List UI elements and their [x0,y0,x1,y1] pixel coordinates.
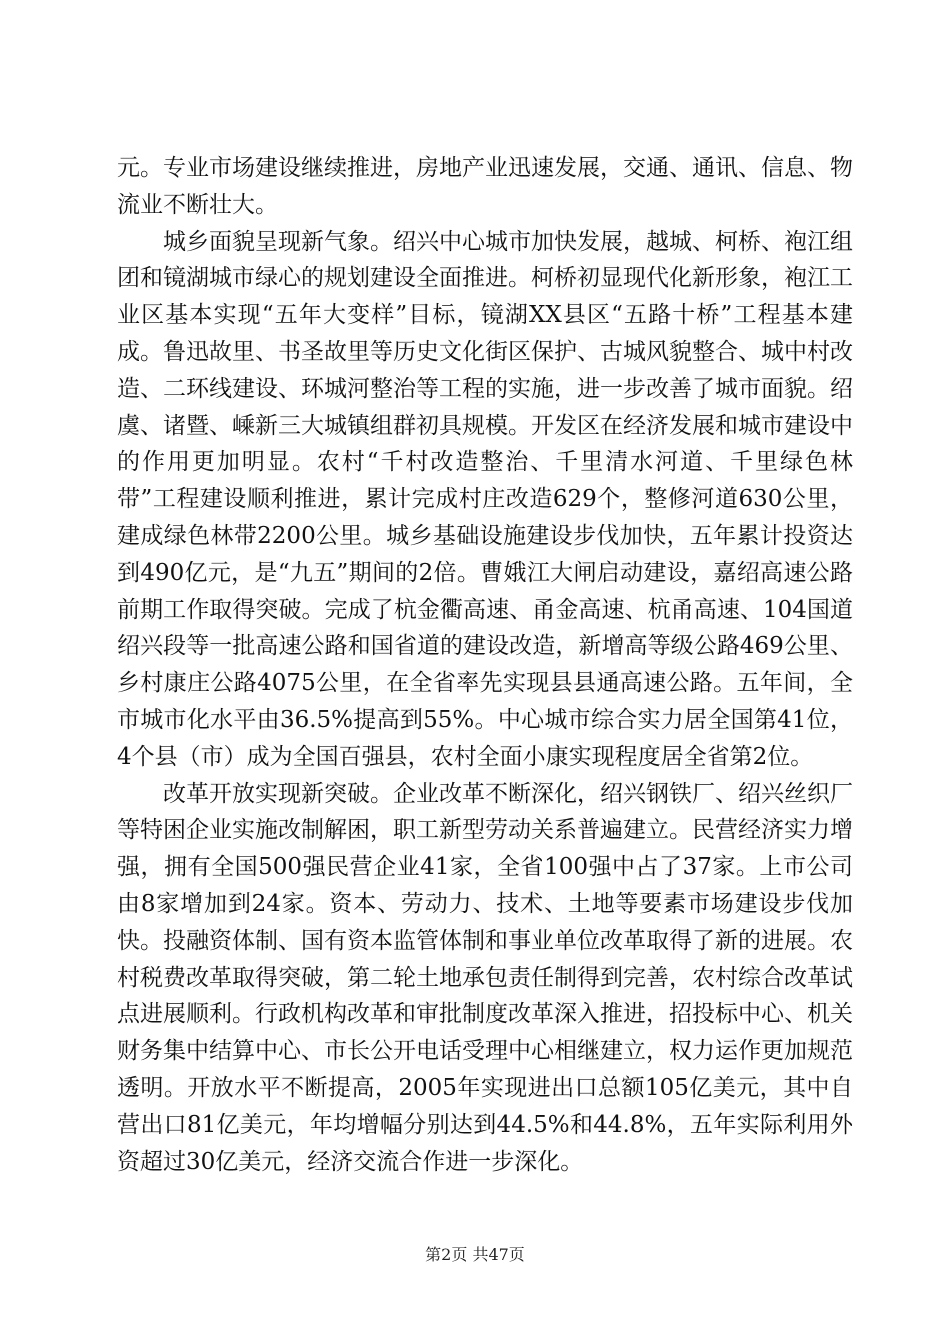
paragraph-urban-rural: 城乡面貌呈现新气象。绍兴中心城市加快发展，越城、柯桥、袍江组团和镜湖城市绿心的规划建设全面推进。柯桥初显现代化新形象，袍江工业区基本实现“五年大变样”目标，镜湖XX县区“五路十桥”工程基本建成。鲁迅故里、书圣故里等历史文化街区保护、古城风貌整合、城中村改造、二环线建设、环城河整治等工程的实施，进一步改善了城市面貌。绍虞、诸暨、嵊新三大城镇组群初具规模。开发区在经济发展和城市建设中的作用更加明显。农村“千村改造整治、千里清水河道、千里绿色林带”工程建设顺利推进，累计完成村庄改造629个，整修河道630公里，建成绿色林带2200公里。城乡基础设施建设步伐加快，五年累计投资达到490亿元，是“九五”期间的2倍。曹娥江大闸启动建设，嘉绍高速公路前期工作取得突破。完成了杭金衢高速、甬金高速、杭甬高速、104国道绍兴段等一批高速公路和国省道的建设改造，新增高等级公路469公里、乡村康庄公路4075公里，在全省率先实现县县通高速公路。五年间，全市城市化水平由36.5%提高到55%。中心城市综合实力居全国第41位，4个县（市）成为全国百强县，农村全面小康实现程度居全省第2位。 [117,228,853,770]
paragraph-reform-opening: 改革开放实现新突破。企业改革不断深化，绍兴钢铁厂、绍兴丝织厂等特困企业实施改制解困，职工新型劳动关系普遍建立。民营经济实力增强，拥有全国500强民营企业41家，全省100强中占了37家。上市公司由8家增加到24家。资本、劳动力、技术、土地等要素市场建设步伐加快。投融资体制、国有资本监管体制和事业单位改革取得了新的进展。农村税费改革取得突破，第二轮土地承包责任制得到完善，农村综合改革试点进展顺利。行政机构改革和审批制度改革深入推进，招投标中心、机关财务集中结算中心、市长公开电话受理中心相继建立，权力运作更加规范透明。开放水平不断提高，2005年实现进出口总额105亿美元，其中自营出口81亿美元，年均增幅分别达到44.5%和44.8%，五年实际利用外资超过30亿美元，经济交流合作进一步深化。 [117,780,853,1175]
page-number-footer: 第2页 共47页 [425,1245,525,1264]
paragraph-continuation: 元。专业市场建设继续推进，房地产业迅速发展，交通、通讯、信息、物流业不断壮大。 [117,155,853,218]
document-body [117,150,853,1180]
